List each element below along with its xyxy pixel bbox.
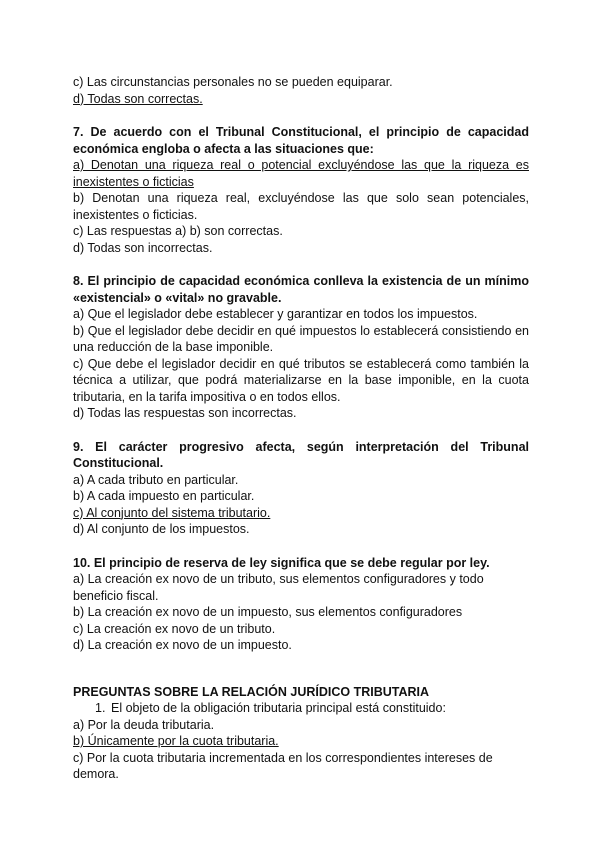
question-9-option-a: a) A cada tributo en particular. xyxy=(73,472,239,487)
question-7-option-d: d) Todas son incorrectas. xyxy=(73,240,213,255)
section-question-1 xyxy=(73,700,529,717)
section-question-1-option-a: a) Por la deuda tributaria. xyxy=(73,717,215,732)
question-9-option-d: d) Al conjunto de los impuestos. xyxy=(73,522,250,536)
option-d-correct: d) Todas son correctas. xyxy=(73,91,203,106)
question-10 xyxy=(73,555,529,654)
question-7-title: 7. De acuerdo con el Tribunal Constitucional, el principio de capacidad económica engloba o afecta a las situaciones que: xyxy=(73,125,529,156)
section-relacion-juridico-tributaria xyxy=(73,684,529,783)
section-title: PREGUNTAS SOBRE LA RELACIÓN JURÍDICO TRIBUTARIA xyxy=(73,684,430,699)
question-10-option-c: c) La creación ex novo de un tributo. xyxy=(73,621,276,636)
question-10-option-d: d) La creación ex novo de un impuesto. xyxy=(73,638,292,652)
question-7-option-a-correct: a) Denotan una riqueza real o potencial excluyéndose las que la riqueza es inexistentes o ficticias xyxy=(73,158,529,189)
option-c: c) Las circunstancias personales no se pueden equiparar. xyxy=(73,75,393,89)
section-question-1-option-b-correct: b) Únicamente por la cuota tributaria. xyxy=(73,734,279,748)
question-9 xyxy=(73,439,529,538)
section-question-1-number: 1. xyxy=(95,701,106,715)
question-8-title: 8. El principio de capacidad económica conlleva la existencia de un mínimo «existencial» o «vital» no gravable. xyxy=(73,274,529,305)
question-9-option-c-correct: c) Al conjunto del sistema tributario. xyxy=(73,505,271,520)
question-7-option-b: b) Denotan una riqueza real, excluyéndose las que solo sean potenciales, inexistentes o ficticias. xyxy=(73,191,529,222)
question-8-option-a: a) Que el legislador debe establecer y garantizar en todos los impuestos. xyxy=(73,307,478,321)
question-10-option-b: b) La creación ex novo de un impuesto, sus elementos configuradores xyxy=(73,605,463,619)
question-7-option-c: c) Las respuestas a) b) son correctas. xyxy=(73,224,283,238)
question-9-option-b: b) A cada impuesto en particular. xyxy=(73,489,255,503)
question-8-option-b: b) Que el legislador debe decidir en qué impuestos lo establecerá consistiendo en una reducción de la base imponible. xyxy=(73,323,529,354)
question-7 xyxy=(73,124,529,256)
question-8 xyxy=(73,273,529,422)
question-8-option-c: c) Que debe el legislador decidir en qué tributos se establecerá como también la técnica a utilizar, que podrá materializarse en la base imponible, en la cuota tributaria, en la tarifa impositiva o en todos ellos. xyxy=(73,356,529,404)
previous-question-tail xyxy=(73,74,529,107)
question-8-option-d: d) Todas las respuestas son incorrectas. xyxy=(73,406,297,420)
question-10-option-a: a) La creación ex novo de un tributo, sus elementos configuradores y todo beneficio fiscal. xyxy=(73,572,484,603)
document-page xyxy=(73,74,529,783)
question-10-title: 10. El principio de reserva de ley significa que se debe regular por ley. xyxy=(73,555,490,570)
section-question-1-title: El objeto de la obligación tributaria principal está constituido: xyxy=(111,701,446,715)
question-9-title: 9. El carácter progresivo afecta, según interpretación del Tribunal Constitucional. xyxy=(73,439,529,470)
section-question-1-option-c: c) Por la cuota tributaria incrementada en los correspondientes intereses de demora. xyxy=(73,750,493,781)
